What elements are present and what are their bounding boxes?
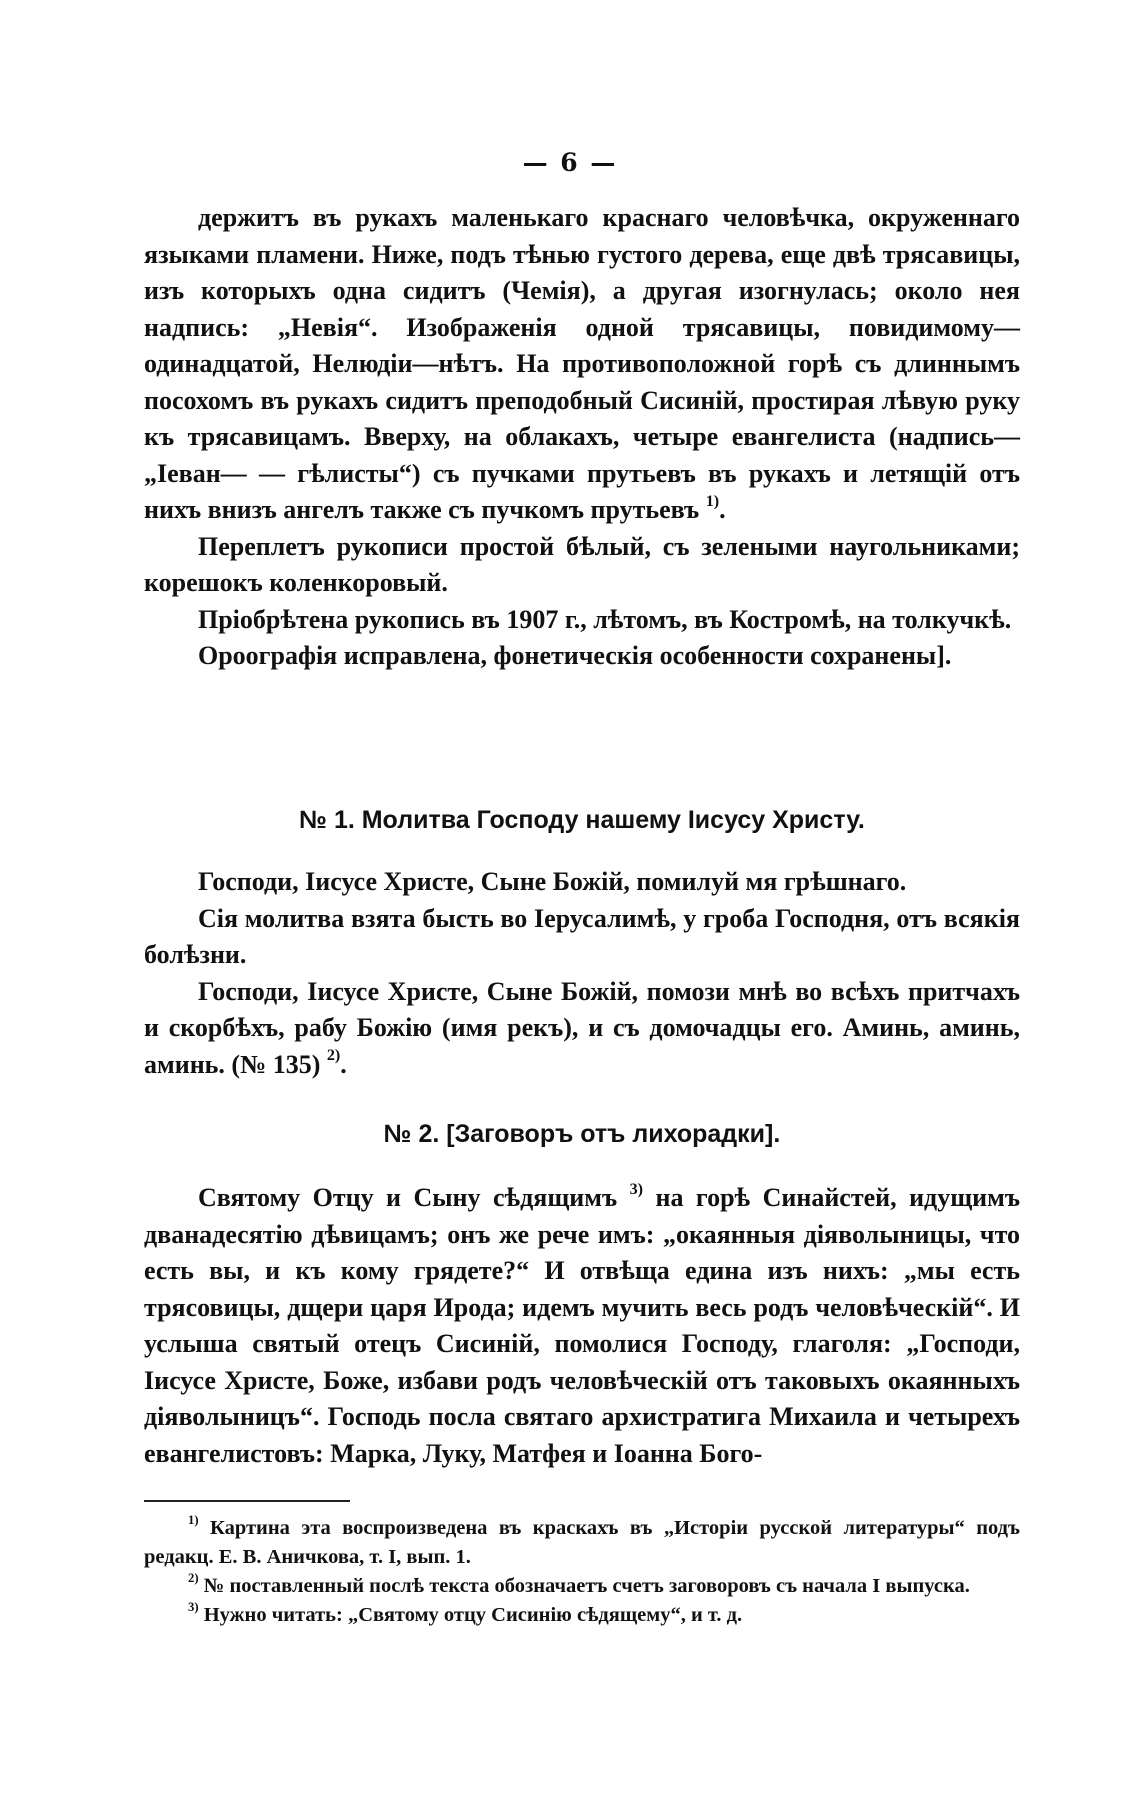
section-1-text xyxy=(144,864,1020,1083)
paragraph: Господи, Іисусе Христе, Сыне Божій, помилуй мя грѣшнаго. xyxy=(198,867,907,896)
paragraph: Господи, Іисусе Христе, Сыне Божій, помози мнѣ во всѣхъ притчахъ и скорбѣхъ, рабу Божію (имя рекъ), и съ домочадцы его. Аминь, аминь, аминь. (№ 135) $^{2)}$. xyxy=(144,976,1020,1079)
footnotes xyxy=(144,1514,1020,1630)
footnote-2: $^{2)}$ № поставленный послѣ текста обозначаетъ счетъ заговоровъ съ начала I выпуска. xyxy=(188,1571,970,1597)
section-heading-1: № 1. Молитва Господу нашему Іисусу Христу. xyxy=(299,806,865,834)
paragraph: Ороографія исправлена, фонетическія особенности сохранены]. xyxy=(198,641,952,670)
paragraph: Святому Отцу и Сыну сѣдящимъ $^{3)}$ на горѣ Синайстей, идущимъ дванадесятію дѣвицамъ; онъ же рече имъ: „окаянныя діяволыницы, что есть вы, и къ кому грядете?“ И отвѣща едина изъ нихъ: „мы есть трясовицы, дщери царя Ирода; идемъ мучить весь родъ человѣческій“. И услыша святый отецъ Сисиній, помолися Господу, глаголя: „Господи, Іисусе Христе, Боже, избави родъ человѣческій отъ таковыхъ окаянныхъ діяволыницъ“. Господь посла святаго архистратига Михаила и четырехъ евангелистовъ: Марка, Луку, Матфея и Іоанна Бого- xyxy=(144,1180,1021,1468)
footnote-divider xyxy=(144,1500,350,1502)
footnote-1: $^{1)}$ Картина эта воспроизведена въ краскахъ въ „Исторіи русской литературы“ подъ редакц. Е. В. Аничкова, т. I, вып. 1. xyxy=(144,1513,1020,1568)
intro-text xyxy=(144,200,1020,675)
page-number: — 6 — xyxy=(522,148,618,177)
footnote-3: $^{3)}$ Нужно читать: „Святому отцу Сисинію сѣдящему“, и т. д. xyxy=(188,1600,743,1626)
paragraph: держитъ въ рукахъ маленькаго краснаго человѣчка, окруженнаго языками пламени. Ниже, подъ тѣнью густого дерева, еще двѣ трясавицы, изъ которыхъ одна сидитъ (Чемія), а другая изогнулась; около нея надпись: „Невія“. Изображенія одной трясавицы, повидимому—одинадцатой, Нелюдіи—нѣтъ. На противоположной горѣ съ длиннымъ посохомъ въ рукахъ сидитъ преподобный Сисиній, простирая лѣвую руку къ трясавицамъ. Вверху, на облакахъ, четыре евангелиста (надпись—„Іеван— — гѣлисты“) съ пучками прутьевъ въ рукахъ и летящій отъ нихъ внизъ ангелъ также съ пучкомъ прутьевъ $^{1)}$. xyxy=(144,203,1020,524)
paragraph: Сія молитва взята бысть во Іерусалимѣ, у гроба Господня, отъ всякія болѣзни. xyxy=(144,903,1020,969)
section-2-text xyxy=(144,1180,1020,1472)
section-heading-2: № 2. [Заговоръ отъ лихорадки]. xyxy=(383,1120,781,1148)
paragraph: Переплетъ рукописи простой бѣлый, съ зелеными наугольниками; корешокъ коленкоровый. xyxy=(144,531,1020,597)
paragraph: Пріобрѣтена рукопись въ 1907 г., лѣтомъ, въ Костромѣ, на толкучкѣ. xyxy=(198,604,1012,634)
footnote-ref-3: 3) xyxy=(629,1180,644,1198)
footnote-ref-1: 1) xyxy=(705,492,720,510)
footnote-ref-2: 2) xyxy=(326,1047,341,1065)
